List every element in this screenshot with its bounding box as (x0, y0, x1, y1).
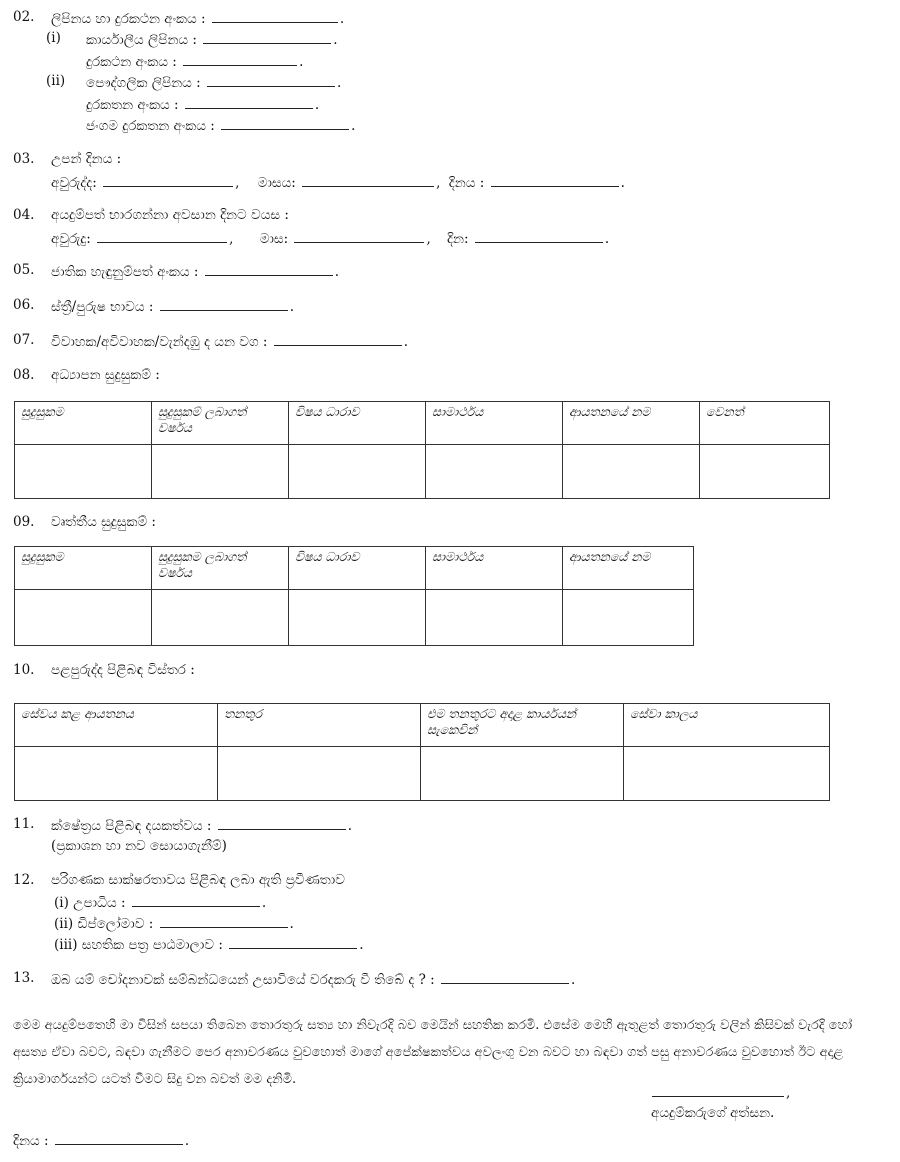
q03-day-label: දිනය : (448, 175, 485, 191)
q10-number: 10. (13, 662, 35, 678)
q12-i-degree: (i) උපාධිය : . (54, 895, 267, 911)
q08-col-stream: විෂය ධාරාව (289, 402, 426, 445)
q11-sub: (ප්‍රකාශන හා නව සොයාගැනීම්) (51, 838, 227, 854)
q05-nic: ජාතික හැඳුනුම්පත් අංකය : . (51, 264, 339, 280)
q08-col-pass: සාමාර්ථය (426, 402, 563, 445)
q02-number: 02. (13, 9, 35, 25)
q02-i-phone-line[interactable] (183, 52, 297, 66)
q04-age-fields: අවුරුදු: , මාස: , දින: . (51, 231, 610, 247)
q02-ii-mobile: ජංගම දුරකතන අංකය : . (86, 118, 356, 134)
q09-cell[interactable] (563, 590, 694, 646)
q10-cell[interactable] (218, 747, 421, 801)
q02-i-label: කාර්යාලීය ලිපිනය : (86, 32, 197, 48)
q08-education-table (14, 401, 830, 499)
q09-entry-row (15, 590, 694, 646)
q08-cell[interactable] (289, 445, 426, 499)
q03-birthdate-fields: අවුරුද්ද: , මාසය: , දිනය : . (51, 175, 625, 191)
q08-cell[interactable] (426, 445, 563, 499)
q12-i-line[interactable] (132, 893, 260, 907)
q02-i-phone-label: දුරකථන අංකය : (86, 54, 177, 70)
q06-label: ස්ත්‍රී/පුරුෂ භාවය : (51, 299, 154, 315)
q08-number: 08. (13, 367, 35, 383)
q12-iii-label: සහතික පත්‍ර පාඨමාලාව : (81, 937, 223, 953)
q06-gender: ස්ත්‍රී/පුරුෂ භාවය : . (51, 299, 294, 315)
q09-col-institution: ආයතනයේ නම (563, 547, 694, 590)
q02-ii-mobile-line[interactable] (221, 116, 349, 130)
q08-col-year: සුදුසුකම් ලබාගත් වර්ෂය (152, 402, 289, 445)
q13-convictions: ඔබ යම් චෝදනාවක් සම්බන්ධයෙන් උසාවියේ වරදකරු වී තිබේ ද ? : . (51, 972, 576, 988)
q10-cell[interactable] (421, 747, 624, 801)
q02-ii-personal-address: පෞද්ගලික ලිපිනය : . (86, 75, 342, 91)
declaration-paragraph: මෙම අයදුම්පතෙහි මා විසින් සපයා තිබෙන තොරතුරු සත්‍ය හා නිවැරදි බව මෙයින් සහතික කරමි. එසේම මෙහි ඇතුළත් තොරතුරු වලින් කිසිවක් වැරදි හෝ අසත්‍ය ඒවා බවට, බඳවා ගැනීමට පෙර අනාවරණය වුවහොත් මාගේ අපේක්ෂකත්වය අවලංගු වන බවට හා බඳවා ගත් පසු අනාවරණය වුවහොත් ඊට අදාළ ක්‍රියාමාර්ගයන්ට යටත් වීමට සිදු වන බවත් මම දනිමි. (13, 1018, 853, 1087)
q12-number: 12. (13, 872, 35, 888)
date-field: දිනය : . (13, 1133, 190, 1149)
q09-professional-table (14, 546, 694, 646)
q06-number: 06. (13, 297, 35, 313)
q10-col-duties: එම තනතුරට අදාළ කාර්යයන් සැකෙවින් (421, 704, 624, 747)
q02-i-address-line[interactable] (203, 30, 331, 44)
date-label: දිනය : (13, 1133, 49, 1149)
q08-label: අධ්‍යාපන සුදුසුකම් : (51, 367, 160, 383)
q11-contribution: ක්ෂේත්‍රය පිළිබඳ දයකත්වය : . (51, 818, 352, 834)
q12-i-label: උපාධිය : (73, 895, 126, 911)
q05-line[interactable] (205, 262, 333, 276)
q02-address-phone: ලිපිනය හා දුරකථන අංකය : . (51, 11, 345, 27)
q09-header-row (15, 547, 694, 590)
q10-label: පළපුරුද්ද පිළිබඳ විස්තර : (51, 662, 195, 678)
q08-col-qualification: සුදුසුකම (15, 402, 152, 445)
q10-col-institution: සේවය කළ ආයතනය (15, 704, 218, 747)
q10-entry-row (15, 747, 830, 801)
q08-cell[interactable] (563, 445, 700, 499)
q09-number: 09. (13, 514, 35, 530)
q07-label: විවාහක/අවිවාහක/වැන්දඹු ද යන වග : (51, 334, 268, 350)
q04-month-line[interactable] (294, 229, 424, 243)
q08-cell[interactable] (15, 445, 152, 499)
q08-entry-row (15, 445, 830, 499)
q09-label: වෘත්තීය සුදුසුකම් : (51, 514, 156, 530)
q11-number: 11. (13, 816, 35, 832)
q04-day-line[interactable] (475, 229, 603, 243)
q10-cell[interactable] (15, 747, 218, 801)
signature-label: අයදුම්කරුගේ අත්සන. (651, 1105, 775, 1121)
q08-col-other: වෙනත් (700, 402, 830, 445)
signature-block (650, 1083, 790, 1101)
q04-month-label: මාස: (259, 231, 289, 247)
q10-cell[interactable] (624, 747, 830, 801)
q12-label: පරිගණක සාක්ෂරතාවය පිළිබඳ ලබා ඇති ප්‍රවීණතාව (51, 872, 345, 888)
q09-cell[interactable] (426, 590, 563, 646)
q03-number: 03. (13, 151, 35, 167)
q04-label: අයදුම්පත් භාරගන්නා අවසාන දිනට වයස : (51, 207, 289, 223)
q09-cell[interactable] (15, 590, 152, 646)
q02-ii-phone-label: දුරකතන අංකය : (86, 97, 179, 113)
q02-ii-phone: දුරකතන අංකය : . (86, 97, 320, 113)
q08-header-row (15, 402, 830, 445)
q04-day-label: දින: (447, 231, 469, 247)
q03-label: උපන් දිනය : (51, 151, 122, 167)
q04-year-label: අවුරුදු: (51, 231, 91, 247)
q07-line[interactable] (274, 332, 402, 346)
q12-i-marker: (i) (54, 895, 69, 911)
q12-ii-label: ඩිප්ලෝමාව : (77, 916, 154, 932)
q13-line[interactable] (441, 970, 569, 984)
q12-iii-marker: (iii) (54, 937, 78, 953)
q02-ii-phone-line[interactable] (185, 95, 313, 109)
q11-label: ක්ෂේත්‍රය පිළිබඳ දයකත්වය : (51, 818, 212, 834)
q09-col-qualification: සුදුසුකම (15, 547, 152, 590)
q02-label: ලිපිනය හා දුරකථන අංකය : (51, 11, 206, 27)
q10-experience-table (14, 703, 830, 801)
date-line[interactable] (55, 1131, 183, 1145)
q03-day-line[interactable] (491, 173, 619, 187)
q04-year-line[interactable] (97, 229, 227, 243)
q02-answer-line[interactable] (212, 9, 338, 23)
q12-ii-line[interactable] (160, 914, 288, 928)
signature-line[interactable] (652, 1083, 784, 1097)
q10-header-row (15, 704, 830, 747)
q05-number: 05. (13, 262, 35, 278)
q08-cell[interactable] (700, 445, 830, 499)
q02-ii-address-line[interactable] (207, 73, 335, 87)
q07-civil-status: විවාහක/අවිවාහක/වැන්දඹු ද යන වග : . (51, 334, 409, 350)
q11-line[interactable] (218, 816, 346, 830)
q12-ii-diploma: (ii) ඩිප්ලෝමාව : . (54, 916, 294, 932)
q02-i-marker: (i) (46, 30, 61, 46)
q09-col-pass: සාමාර්ථය (426, 547, 563, 590)
q09-cell[interactable] (289, 590, 426, 646)
q03-month-label: මාසය: (257, 175, 296, 191)
q02-ii-mobile-label: ජංගම දුරකතන අංකය : (86, 118, 215, 134)
q04-number: 04. (13, 207, 35, 223)
q10-col-post: තනතුර (218, 704, 421, 747)
q09-col-stream: විෂය ධාරාව (289, 547, 426, 590)
q05-label: ජාතික හැඳුනුම්පත් අංකය : (51, 264, 199, 280)
q13-label: ඔබ යම් චෝදනාවක් සම්බන්ධයෙන් උසාවියේ වරදකරු වී තිබේ ද ? : (51, 972, 435, 988)
q02-ii-label: පෞද්ගලික ලිපිනය : (86, 75, 201, 91)
q12-iii-certificate: (iii) සහතික පත්‍ර පාඨමාලාව : . (54, 937, 364, 953)
q09-cell[interactable] (152, 590, 289, 646)
q09-col-year: සුදුසුකම ලබාගත් වර්ෂය (152, 547, 289, 590)
q02-i-phone: දුරකථන අංකය : . (86, 54, 304, 70)
q07-number: 07. (13, 332, 35, 348)
q02-ii-marker: (ii) (46, 73, 66, 89)
q08-col-institution: ආයතනයේ නම (563, 402, 700, 445)
q10-col-period: සේවා කාලය (624, 704, 830, 747)
q02-i-office-address: කාර්යාලීය ලිපිනය : . (86, 32, 338, 48)
q12-iii-line[interactable] (229, 935, 357, 949)
q03-year-label: අවුරුද්ද: (51, 175, 97, 191)
q13-number: 13. (13, 970, 35, 986)
signature-comma: , (786, 1085, 791, 1101)
q06-line[interactable] (160, 297, 288, 311)
q12-ii-marker: (ii) (54, 916, 74, 932)
q08-cell[interactable] (152, 445, 289, 499)
q03-month-line[interactable] (302, 173, 434, 187)
q03-year-line[interactable] (103, 173, 233, 187)
